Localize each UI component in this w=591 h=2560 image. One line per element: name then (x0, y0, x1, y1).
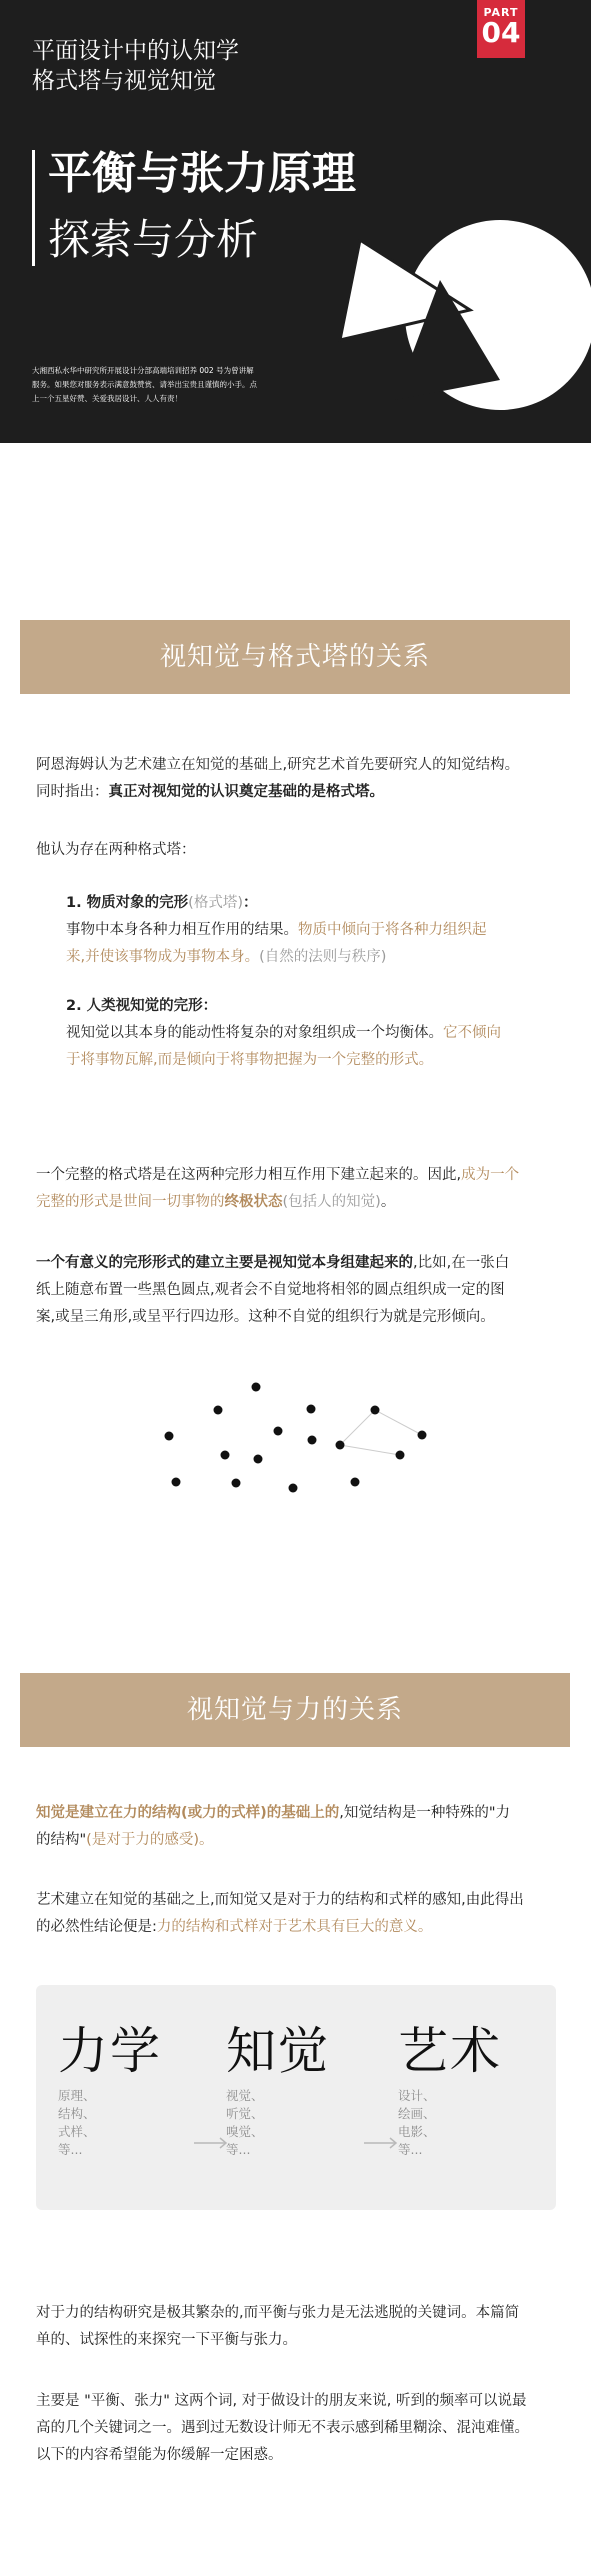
section-banner-gestalt: 视知觉与格式塔的关系 (20, 620, 570, 694)
hero-title-secondary: 探索与分析 (48, 215, 259, 264)
hero-subtitle-line1: 平面设计中的认知学 (32, 38, 239, 64)
highlight-text: 知觉是建立在力的结构(或力的式样)的基础上的 (36, 1805, 340, 1821)
concept-item: 设计、 (398, 2088, 436, 2103)
section1-two-types-line: 他认为存在两种格式塔： (36, 842, 196, 858)
concept-items (58, 2087, 162, 2159)
concept-item: 等... (398, 2142, 423, 2157)
text-span: 一个完整的格式塔是在这两种完形力相互作用下建立起来的。因此, (36, 1167, 462, 1183)
title-accent-bar (32, 150, 35, 266)
text-span: ,知觉结构是一种特殊的"力 (339, 1805, 511, 1821)
text-span: 。 (380, 1194, 396, 1210)
concept-item: 绘画、 (398, 2106, 436, 2121)
concept-title: 艺术 (398, 2022, 502, 2080)
concept-item: 听觉、 (226, 2106, 264, 2121)
arrow-right-icon (362, 2137, 400, 2149)
hero-desc-line: 上一个五星好赞、关爱我居设计、人人有责！ (32, 394, 182, 403)
concept-item: 结构、 (58, 2106, 96, 2121)
highlight-text: 它不倾向 (443, 1025, 501, 1041)
highlight-text: (是对于力的感受)。 (86, 1832, 214, 1848)
concept-item: 原理、 (58, 2088, 96, 2103)
emphasis-text: 终极状态 (224, 1194, 283, 1210)
concept-perception (226, 2021, 330, 2159)
text-line (36, 1189, 558, 1216)
text-line: 案,或呈三角形,或呈平行四边形。这种不自觉的组织行为就是完形倾向。 (36, 1309, 495, 1325)
section2-art-paragraph (36, 1887, 558, 1941)
note-text: (格式塔) (188, 895, 243, 911)
text-span: 的必然性结论便是: (36, 1919, 157, 1935)
highlight-text: 来,并使该事物成为事物本身。 (66, 949, 260, 965)
highlight-text: 于将事物瓦解,而是倾向于将事物把握为一个完整的形式。 (66, 1052, 434, 1068)
section1-gestalt-tendency-paragraph (36, 1250, 558, 1331)
part-badge (477, 0, 525, 58)
text-line (36, 1162, 558, 1189)
text-line (66, 1020, 556, 1047)
section2-keywords-paragraph (36, 2388, 558, 2469)
concept-items (398, 2087, 502, 2159)
text-line: 单的、试探性的来探究一下平衡与张力。 (36, 2332, 297, 2348)
concept-art (398, 2021, 502, 2159)
text-line: 对于力的结构研究是极其繁杂的,而平衡与张力是无法逃脱的关键词。本篇简 (36, 2305, 520, 2321)
text-line (66, 944, 556, 971)
hero-subtitle (32, 36, 239, 96)
text-span: ,比如,在一张白 (413, 1255, 510, 1271)
arrow-right-icon (192, 2137, 230, 2149)
text-line: 艺术建立在知觉的基础之上,而知觉又是对于力的结构和式样的感知,由此得出 (36, 1892, 524, 1908)
text-line: 阿恩海姆认为艺术建立在知觉的基础上,研究艺术首先要研究人的知觉结构。 (36, 757, 520, 773)
concept-title: 知觉 (226, 2022, 330, 2080)
hero-desc-line: 服务。如果您对服务表示满意鼓赞赏、请举出宝贵且谨慎的小手。点 (32, 380, 257, 389)
text-line (36, 1250, 558, 1277)
highlight-text: 成为一个 (461, 1167, 520, 1183)
highlight-text: 力的结构和式样对于艺术具有巨大的意义。 (156, 1919, 433, 1935)
section-banner-force: 视知觉与力的关系 (20, 1673, 570, 1747)
gestalt-type-2 (66, 993, 556, 1074)
text-line (36, 1827, 558, 1854)
concept-mechanics (58, 2021, 162, 2159)
hero-subtitle-line2: 格式塔与视觉知觉 (32, 68, 216, 94)
section1-complete-form-paragraph (36, 1162, 558, 1216)
concept-item: 电影、 (398, 2124, 436, 2139)
faint-connector-lines (340, 1410, 422, 1455)
text-line: 主要是 "平衡、张力" 这两个词, 对于做设计的朋友来说, 听到的频率可以说最 (36, 2393, 527, 2409)
hero-title: 平衡与张力原理 (48, 148, 356, 199)
concept-title: 力学 (58, 2022, 162, 2080)
highlight-text: 物质中倾向于将各种力组织起 (298, 922, 487, 938)
section2-balance-tension-paragraph (36, 2300, 558, 2354)
section2-force-structure-paragraph (36, 1800, 558, 1854)
geometric-shapes-graphic (300, 200, 591, 443)
text-span: 1. 物质对象的完形 (66, 895, 189, 911)
part-label: PART (483, 6, 519, 19)
concept-item: 视觉、 (226, 2088, 264, 2103)
text-span: 同时指出： (36, 784, 109, 800)
highlight-text: 完整的形式 (36, 1194, 109, 1210)
text-span: 视知觉以其本身的能动性将复杂的对象组织成一个均衡体。 (66, 1025, 443, 1041)
text-line (36, 1914, 558, 1941)
text-span: 事物中本身各种力相互作用的结果。 (66, 922, 298, 938)
text-line (66, 917, 556, 944)
black-dots (165, 1383, 427, 1493)
gestalt-type-1-title (66, 890, 556, 917)
text-line (36, 1800, 558, 1827)
text-line: 以下的内容希望能为你缓解一定困惑。 (36, 2447, 283, 2463)
concept-items (226, 2087, 330, 2159)
text-line: 纸上随意布置一些黑色圆点,观者会不自觉地将相邻的圆点组织成一定的图 (36, 1282, 505, 1298)
text-line: 高的几个关键词之一。遇到过无数设计师无不表示感到稀里糊涂、混沌难懂。 (36, 2420, 529, 2436)
part-number: 04 (481, 16, 521, 49)
hero-desc-line: 大湘西私水华中研究所开展设计分部高端培训招养 002 号为曾讲解 (32, 366, 254, 375)
hero-description (32, 364, 262, 406)
note-text: (自然的法则与秩序) (259, 949, 387, 965)
text-line (36, 779, 558, 806)
concept-item: 式样、 (58, 2124, 96, 2139)
concept-item: 嗅觉、 (226, 2124, 264, 2139)
concept-card (36, 1985, 556, 2210)
concept-item: 等... (58, 2142, 83, 2157)
text-span: 的结构" (36, 1832, 87, 1848)
hero-header (0, 0, 591, 443)
text-span: ： (242, 895, 258, 911)
emphasis-text: 一个有意义的完形形式的建立主要是视知觉本身组建起来的 (36, 1255, 413, 1271)
dots-illustration (160, 1375, 440, 1515)
highlight-text: 是世间一切事物的 (108, 1194, 225, 1210)
emphasis-text: 真正对视知觉的认识奠定基础的是格式塔。 (108, 784, 384, 800)
gestalt-type-2-title: 2. 人类视知觉的完形： (66, 998, 218, 1014)
note-text: (包括人的知觉) (282, 1194, 381, 1210)
concept-item: 等... (226, 2142, 251, 2157)
gestalt-type-1 (66, 890, 556, 971)
section1-intro-paragraph (36, 752, 558, 806)
